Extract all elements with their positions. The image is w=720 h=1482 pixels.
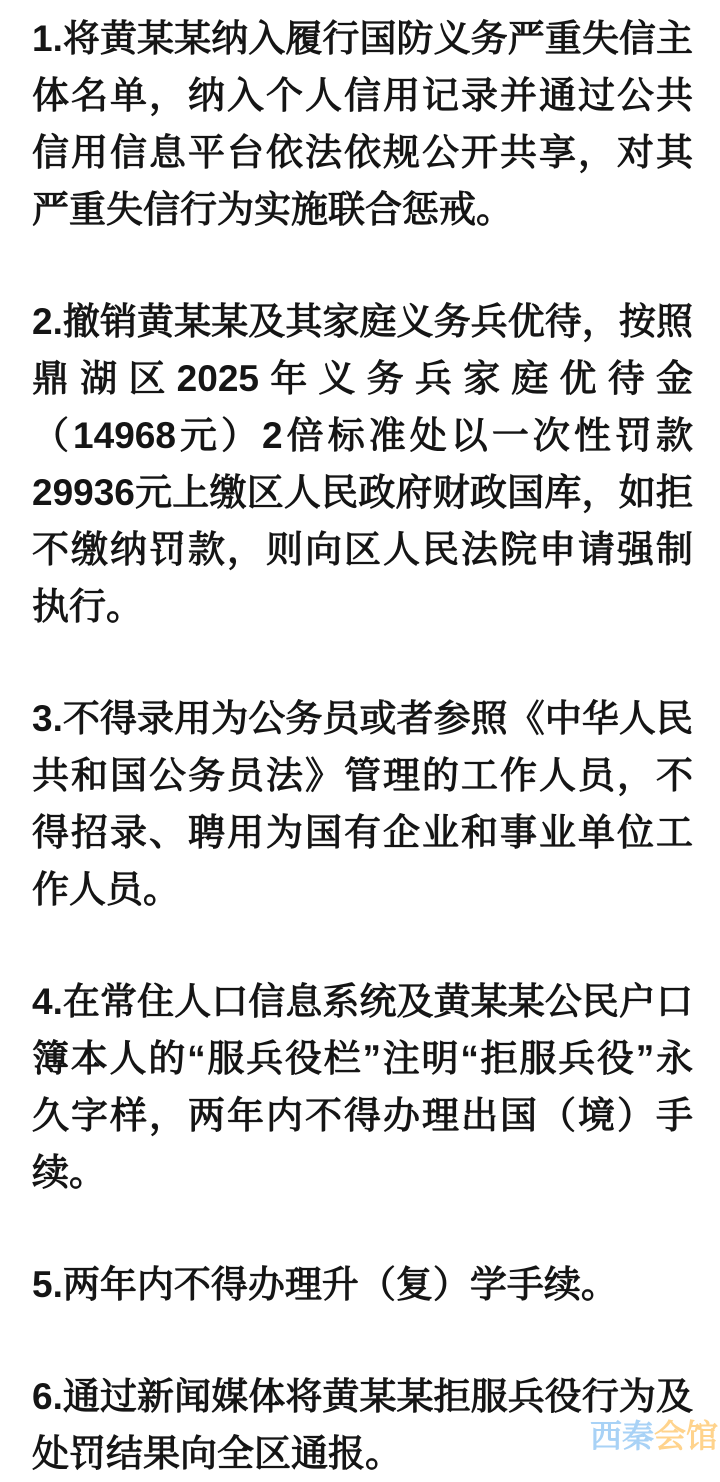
punishment-item-1: 1.将黄某某纳入履行国防义务严重失信主体名单，纳入个人信用记录并通过公共信用信息平台依法依规公开共享，对其严重失信行为实施联合惩戒。: [32, 18, 693, 230]
punishment-item-3: 3.不得录用为公务员或者参照《中华人民共和国公务员法》管理的工作人员，不得招录、聘用为国有企业和事业单位工作人员。: [32, 698, 693, 910]
watermark-part-2: 会馆: [653, 1418, 718, 1454]
punishment-item-2: 2.撤销黄某某及其家庭义务兵优待，按照鼎湖区2025年义务兵家庭优待金（14968元）2倍标准处以一次性罚款29936元上缴区人民政府财政国库，如拒不缴纳罚款，则向区人民法院申请强制执行。: [32, 301, 693, 627]
watermark-part-1: 西秦: [589, 1418, 654, 1454]
punishment-item-6: 6.通过新闻媒体将黄某某拒服兵役行为及处罚结果向全区通报。: [32, 1376, 693, 1474]
punishment-item-4: 4.在常住人口信息系统及黄某某公民户口簿本人的“服兵役栏”注明“拒服兵役”永久字样，两年内不得办理出国（境）手续。: [32, 981, 693, 1193]
watermark: [590, 1420, 718, 1452]
punishment-item-5: 5.两年内不得办理升（复）学手续。: [32, 1264, 618, 1305]
